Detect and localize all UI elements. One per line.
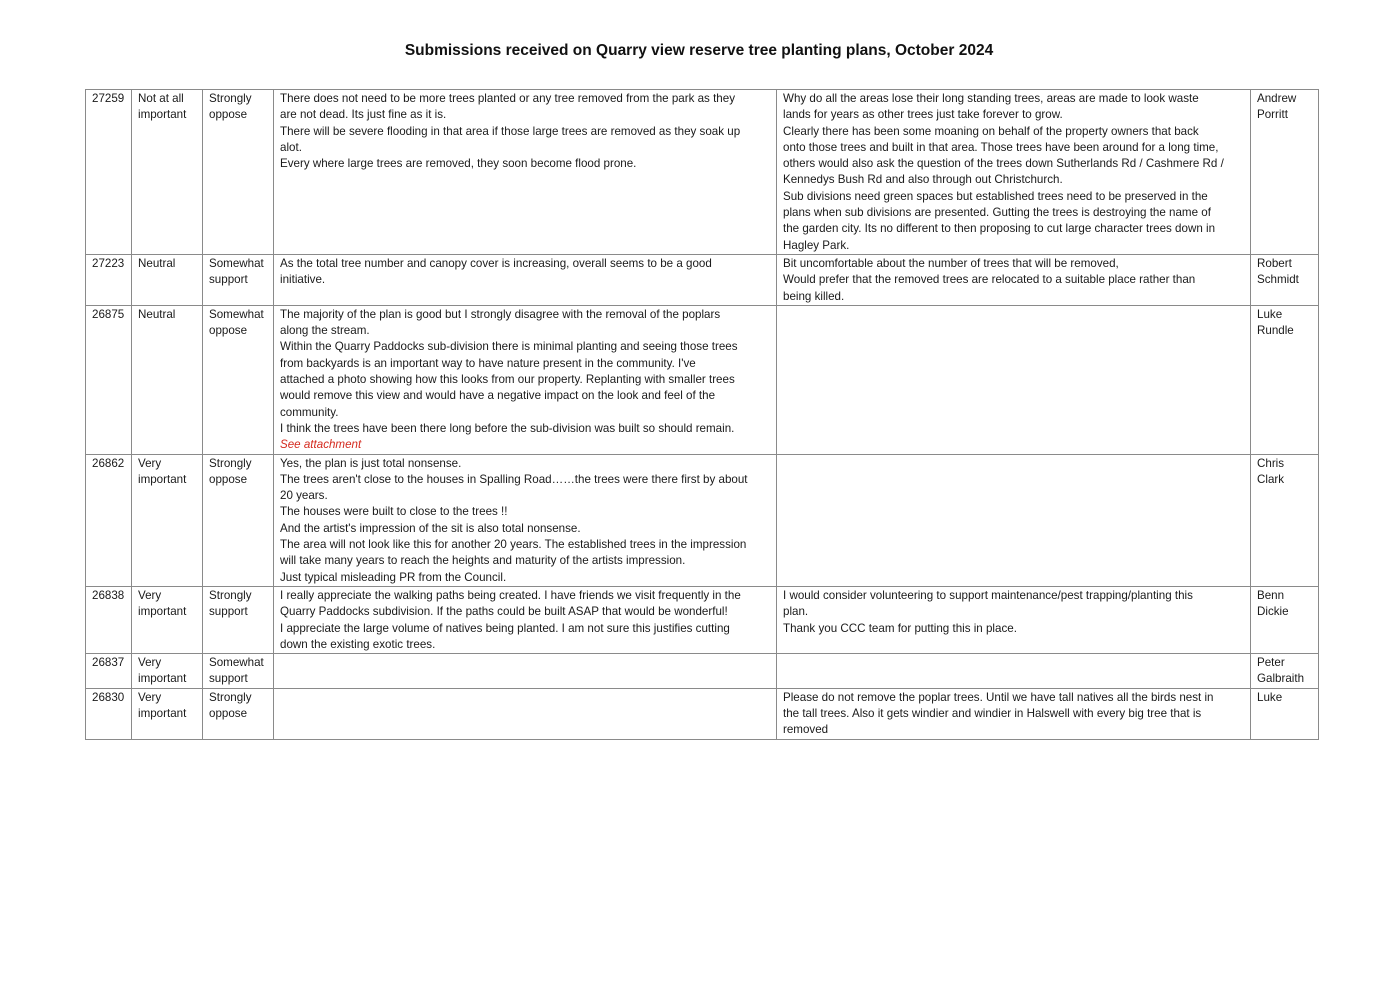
importance-cell-line: important (138, 472, 187, 486)
submitter-name (1251, 654, 1319, 689)
other-comments-cell-line: the garden city. Its no different to then proposing to cut large character trees down in (783, 222, 1216, 236)
table-row (86, 586, 1319, 653)
importance-cell-line: important (138, 605, 187, 619)
importance-cell-line: Neutral (138, 256, 176, 270)
submitter-name-line: Dickie (1257, 605, 1289, 619)
other-comments-cell-line: Why do all the areas lose their long standing trees, areas are made to look waste (783, 92, 1199, 105)
comments-cell-line: Every where large trees are removed, they soon become flood prone. (280, 157, 637, 171)
submitter-name-line: Luke (1257, 307, 1283, 321)
support-cell (203, 454, 274, 586)
importance-cell-line: important (138, 108, 187, 122)
comments-cell-line: The houses were built to close to the trees !! (280, 505, 508, 519)
other-comments-cell (777, 254, 1251, 305)
comments-cell-line: As the total tree number and canopy cover is increasing, overall seems to be a good (280, 256, 712, 270)
support-cell-line: support (209, 672, 248, 686)
importance-cell (132, 688, 203, 739)
attachment-link[interactable]: See attachment (280, 438, 362, 452)
other-comments-cell-line: the tall trees. Also it gets windier and windier in Halswell with every big tree that is (783, 706, 1202, 720)
other-comments-cell-line: removed (783, 723, 829, 737)
support-cell (203, 688, 274, 739)
submitter-name-line: Clark (1257, 472, 1285, 486)
importance-cell (132, 305, 203, 454)
other-comments-cell-line: Thank you CCC team for putting this in place. (783, 621, 1017, 635)
importance-cell-line: Very (138, 656, 162, 670)
support-cell-line: oppose (209, 472, 248, 486)
comments-cell-line: down the existing exotic trees. (280, 637, 436, 651)
table-row (86, 688, 1319, 739)
other-comments-cell (777, 586, 1251, 653)
submitter-name-line: Robert (1257, 256, 1292, 270)
support-cell-line: oppose (209, 324, 248, 338)
submitter-name (1251, 454, 1319, 586)
comments-cell-line: And the artist's impression of the sit is also total nonsense. (280, 521, 581, 535)
other-comments-cell (777, 688, 1251, 739)
other-comments-cell-line: lands for years as other trees just take forever to grow. (783, 108, 1063, 122)
comments-cell-line: from backyards is an important way to have nature present in the community. I've (280, 356, 696, 370)
importance-cell-line: important (138, 706, 187, 720)
importance-cell (132, 90, 203, 255)
submitter-name (1251, 688, 1319, 739)
comments-cell-line: The area will not look like this for another 20 years. The established trees in the impression (280, 538, 747, 552)
submitter-name-line: Luke (1257, 690, 1283, 704)
comments-cell-line: I appreciate the large volume of natives being planted. I am not sure this justifies cutting (280, 621, 730, 635)
comments-cell-line: Yes, the plan is just total nonsense. (280, 456, 462, 470)
importance-cell-line: Neutral (138, 307, 176, 321)
comments-cell-line: alot. (280, 140, 302, 154)
comments-cell-line: 20 years. (280, 489, 328, 503)
support-cell-line: oppose (209, 706, 248, 720)
comments-cell-line: attached a photo showing how this looks from our property. Replanting with smaller trees (280, 373, 735, 387)
support-cell (203, 586, 274, 653)
submission-id: 27259 (86, 90, 132, 255)
comments-cell (274, 90, 777, 255)
comments-cell-line: Just typical misleading PR from the Council. (280, 570, 507, 584)
support-cell-line: Strongly (209, 690, 252, 704)
submission-id: 26862 (86, 454, 132, 586)
submitter-name-line: Chris (1257, 456, 1285, 470)
comments-cell (274, 654, 777, 689)
other-comments-cell-line: I would consider volunteering to support maintenance/pest trapping/planting this (783, 588, 1193, 602)
comments-cell-line: I think the trees have been there long before the sub-division was built so should remain. (280, 421, 735, 435)
other-comments-cell-line: Hagley Park. (783, 238, 850, 252)
submission-id: 26837 (86, 654, 132, 689)
other-comments-cell-line: Clearly there has been some moaning on behalf of the property owners that back (783, 124, 1199, 138)
submission-id: 26875 (86, 305, 132, 454)
support-cell-line: support (209, 273, 248, 287)
comments-cell-line: I really appreciate the walking paths being created. I have friends we visit frequently in the (280, 588, 741, 602)
support-cell (203, 654, 274, 689)
submissions-table (85, 89, 1319, 740)
comments-cell-line: are not dead. Its just fine as it is. (280, 108, 447, 122)
other-comments-cell-line: plans when sub divisions are presented. Gutting the trees is destroying the name of (783, 206, 1211, 220)
other-comments-cell-line: onto those trees and built in that area. Those trees have been around for a long time, (783, 140, 1219, 154)
support-cell (203, 90, 274, 255)
comments-cell (274, 688, 777, 739)
submission-id: 27223 (86, 254, 132, 305)
table-row (86, 254, 1319, 305)
importance-cell-line: Very (138, 456, 162, 470)
submitter-name-line: Andrew (1257, 92, 1297, 105)
other-comments-cell (777, 305, 1251, 454)
submitter-name-line: Rundle (1257, 324, 1294, 338)
comments-cell (274, 254, 777, 305)
other-comments-cell-line: Sub divisions need green spaces but established trees need to be preserved in the (783, 189, 1208, 203)
other-comments-cell-line: Would prefer that the removed trees are relocated to a suitable place rather than (783, 273, 1196, 287)
comments-cell-line: There does not need to be more trees planted or any tree removed from the park as they (280, 92, 735, 105)
comments-cell-line: Within the Quarry Paddocks sub-division there is minimal planting and seeing those trees (280, 340, 738, 354)
other-comments-cell-line: others would also ask the question of the trees down Sutherlands Rd / Cashmere Rd / (783, 157, 1224, 171)
comments-cell-line: along the stream. (280, 324, 370, 338)
other-comments-cell-line: being killed. (783, 289, 845, 303)
submitter-name (1251, 586, 1319, 653)
comments-cell-line: The trees aren't close to the houses in Spalling Road……the trees were there first by about (280, 472, 748, 486)
submission-id: 26830 (86, 688, 132, 739)
submitter-name-line: Galbraith (1257, 672, 1305, 686)
importance-cell (132, 454, 203, 586)
comments-cell (274, 305, 777, 454)
submitter-name-line: Peter (1257, 656, 1285, 670)
submitter-name-line: Porritt (1257, 108, 1288, 122)
comments-cell-line: will take many years to reach the heights and maturity of the artists impression. (280, 554, 686, 568)
page-title: Submissions received on Quarry view reserve tree planting plans, October 2024 (404, 42, 994, 59)
other-comments-cell (777, 654, 1251, 689)
comments-cell (274, 586, 777, 653)
other-comments-cell-line: Bit uncomfortable about the number of trees that will be removed, (783, 256, 1119, 270)
support-cell (203, 254, 274, 305)
submitter-name-line: Schmidt (1257, 273, 1299, 287)
table-row (86, 305, 1319, 454)
importance-cell-line: important (138, 672, 187, 686)
support-cell-line: Somewhat (209, 256, 264, 270)
importance-cell (132, 586, 203, 653)
submission-id: 26838 (86, 586, 132, 653)
submitter-name (1251, 305, 1319, 454)
support-cell-line: Strongly (209, 92, 252, 105)
support-cell-line: Strongly (209, 588, 252, 602)
other-comments-cell-line: Please do not remove the poplar trees. Until we have tall natives all the birds nest in (783, 690, 1214, 704)
comments-cell-line: community. (280, 405, 339, 419)
importance-cell (132, 254, 203, 305)
submitter-name (1251, 90, 1319, 255)
submitter-name-line: Benn (1257, 588, 1285, 602)
other-comments-cell-line: Kennedys Bush Rd and also through out Christchurch. (783, 173, 1063, 187)
importance-cell-line: Not at all (138, 92, 184, 105)
other-comments-cell (777, 90, 1251, 255)
comments-cell-line: The majority of the plan is good but I strongly disagree with the removal of the poplars (280, 307, 721, 321)
table-row (86, 454, 1319, 586)
importance-cell-line: Very (138, 690, 162, 704)
comments-cell (274, 454, 777, 586)
support-cell (203, 305, 274, 454)
submitter-name (1251, 254, 1319, 305)
support-cell-line: Somewhat (209, 307, 264, 321)
importance-cell (132, 654, 203, 689)
support-cell-line: oppose (209, 108, 248, 122)
table-row (86, 654, 1319, 689)
comments-cell-line: would remove this view and would have a negative impact on the look and feel of the (280, 389, 716, 403)
support-cell-line: support (209, 605, 248, 619)
other-comments-cell-line: plan. (783, 605, 809, 619)
importance-cell-line: Very (138, 588, 162, 602)
other-comments-cell (777, 454, 1251, 586)
comments-cell-line: initiative. (280, 273, 326, 287)
support-cell-line: Somewhat (209, 656, 264, 670)
table-row (86, 90, 1319, 255)
comments-cell-line: There will be severe flooding in that area if those large trees are removed as they soak up (280, 124, 741, 138)
support-cell-line: Strongly (209, 456, 252, 470)
comments-cell-line: Quarry Paddocks subdivision. If the paths could be built ASAP that would be wonderful! (280, 605, 728, 619)
